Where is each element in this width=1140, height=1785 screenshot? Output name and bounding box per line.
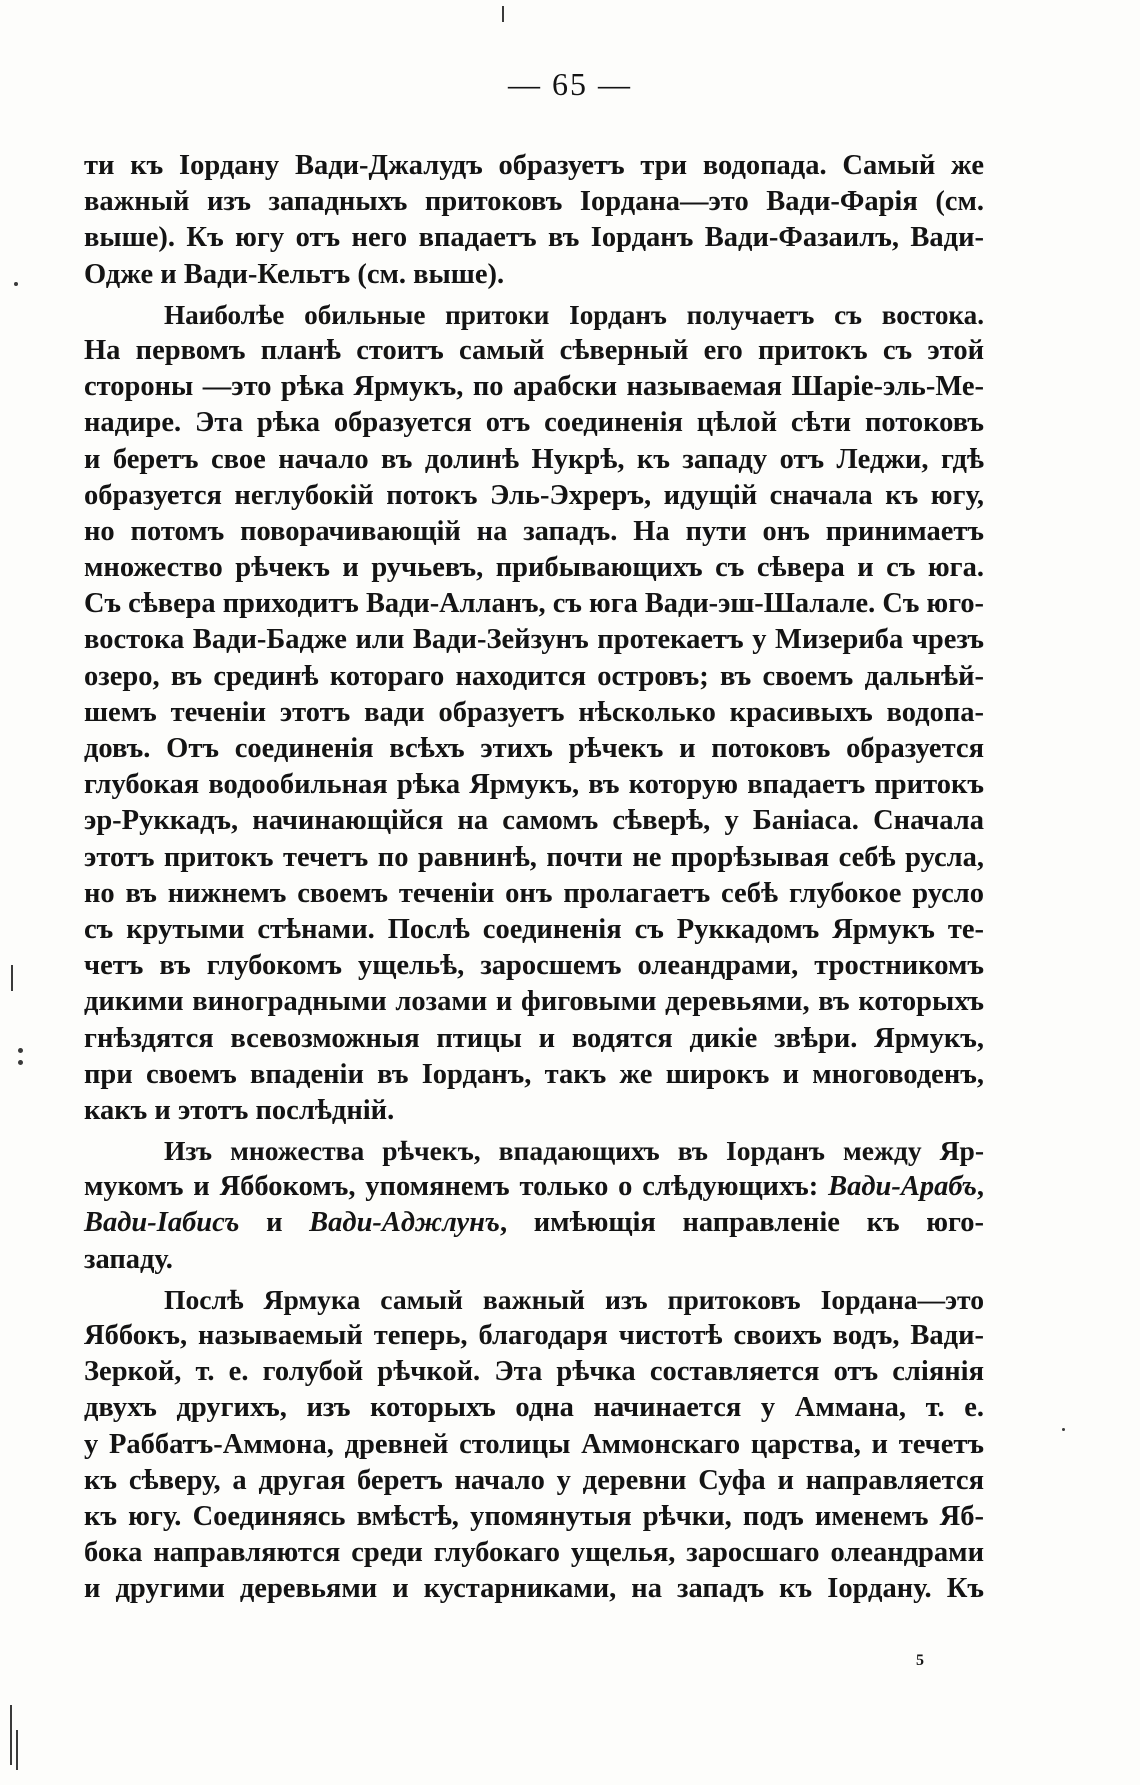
margin-scan-dot (18, 1060, 23, 1065)
text-line: образуется неглубокій потокъ Эль-Эхреръ, идущій сначала къ югу, (84, 479, 984, 511)
text-line: Вади-Іабисъ и Вади-Аджлунъ, имѣющія направленіе къ юго- (84, 1207, 984, 1239)
margin-scan-dot (18, 1048, 23, 1053)
text-line: востока Вади-Бадже или Вади-Зейзунъ протекаетъ у Мизериба чрезъ (84, 624, 984, 656)
text-line: Изъ множества рѣчекъ, впадающихъ въ Іорданъ между Яр- (164, 1135, 984, 1167)
text-line: къ сѣверу, а другая беретъ начало у деревни Суфа и направляется (84, 1464, 984, 1496)
paragraph (84, 148, 984, 293)
text-line: шемъ теченіи этотъ вади образуетъ нѣсколько красивыхъ водопа- (84, 696, 984, 728)
margin-scan-dot (14, 282, 18, 286)
margin-scan-mark (16, 1730, 18, 1770)
text-line: стороны —это рѣка Ярмукъ, по арабски называемая Шаріе-эль-Ме- (84, 371, 984, 403)
text-line: довъ. Отъ соединенія всѣхъ этихъ рѣчекъ и потоковъ образуется (84, 733, 984, 764)
text-line: у Раббатъ-Аммона, древней столицы Аммонскаго царства, и течетъ (84, 1428, 984, 1460)
text-line: Послѣ Ярмука самый важный изъ притоковъ Іордана—это (164, 1283, 984, 1315)
printer-signature-mark: 5 (916, 1652, 924, 1669)
text-line: и беретъ свое начало въ долинѣ Нукрѣ, къ западу отъ Леджи, гдѣ (84, 443, 984, 475)
text-line: Яббокъ, называемый теперь, благодаря чистотѣ своихъ водъ, Вади- (84, 1320, 984, 1351)
text-line: двухъ другихъ, изъ которыхъ одна начинается у Аммана, т. е. (84, 1392, 984, 1424)
text-line: ти къ Іордану Вади-Джалудъ образуетъ три водопада. Самый же (84, 150, 984, 181)
paragraph (84, 1133, 984, 1278)
text-line: множество рѣчекъ и ручьевъ, прибывающихъ съ сѣвера и съ юга. (84, 552, 984, 584)
text-line: и другими деревьями и кустарниками, на западъ къ Іордану. Къ (84, 1573, 984, 1605)
text-line: надире. Эта рѣка образуется отъ соединенія цѣлой сѣти потоковъ (84, 407, 984, 439)
paragraph (84, 297, 984, 1129)
text-line: съ крутыми стѣнами. Послѣ соединенія съ Руккадомъ Ярмукъ те- (84, 913, 984, 945)
text-line: важный изъ западныхъ притоковъ Іордана—это Вади-Фарія (см. (84, 186, 984, 218)
text-line: но потомъ поворачивающій на западъ. На пути онъ принимаетъ (84, 515, 984, 547)
text-line: озеро, въ срединѣ котораго находится островъ; въ своемъ дальнѣй- (84, 660, 984, 692)
body-text (84, 148, 984, 1608)
text-line: этотъ притокъ течетъ по равнинѣ, почти не прорѣзывая себѣ русла, (84, 841, 984, 873)
text-line: западу. (84, 1243, 173, 1275)
text-line: выше). Къ югу отъ него впадаетъ въ Іорданъ Вади-Фазаилъ, Вади- (84, 222, 984, 254)
page-number: — 65 — (508, 66, 632, 102)
text-line: Наиболѣе обильные притоки Іорданъ получаетъ съ востока. (164, 299, 984, 330)
text-line: мукомъ и Яббокомъ, упомянемъ только о слѣдующихъ: Вади-Арабъ, (84, 1171, 984, 1203)
text-line: четъ въ глубокомъ ущельѣ, заросшемъ олеандрами, тростникомъ (84, 950, 984, 982)
text-line: бока направляются среди глубокаго ущелья, заросшаго олеандрами (84, 1537, 984, 1569)
text-line: дикими виноградными лозами и фиговыми деревьями, въ которыхъ (84, 986, 984, 1018)
margin-scan-mark (10, 1705, 12, 1765)
paragraph (84, 1282, 984, 1608)
text-line: На первомъ планѣ стоитъ самый сѣверный его притокъ съ этой (84, 334, 984, 366)
text-line: эр-Руккадъ, начинающійся на самомъ сѣверѣ, у Баніаса. Сначала (84, 805, 984, 837)
text-line: какъ и этотъ послѣдній. (84, 1094, 395, 1126)
text-line: гнѣздятся всевозможныя птицы и водятся дикіе звѣри. Ярмукъ, (84, 1022, 984, 1054)
text-line: но въ нижнемъ своемъ теченіи онъ пролагаетъ себѣ глубокое русло (84, 877, 984, 909)
margin-scan-mark (11, 965, 13, 991)
text-line: Одже и Вади-Кельтъ (см. выше). (84, 258, 505, 290)
text-line: Зеркой, т. е. голубой рѣчкой. Эта рѣчка составляется отъ слiянія (84, 1356, 984, 1388)
margin-scan-mark (502, 6, 504, 22)
text-line: Съ сѣвера приходитъ Вади-Алланъ, съ юга Вади-эш-Шалале. Съ юго- (84, 588, 984, 620)
margin-scan-dot (1062, 1428, 1065, 1431)
text-line: глубокая водообильная рѣка Ярмукъ, въ которую впадаетъ притокъ (84, 769, 984, 801)
text-line: къ югу. Соединяясь вмѣстѣ, упомянутыя рѣчки, подъ именемъ Яб- (84, 1500, 984, 1532)
text-line: при своемъ впаденіи въ Іорданъ, такъ же широкъ и многоводенъ, (84, 1058, 984, 1090)
